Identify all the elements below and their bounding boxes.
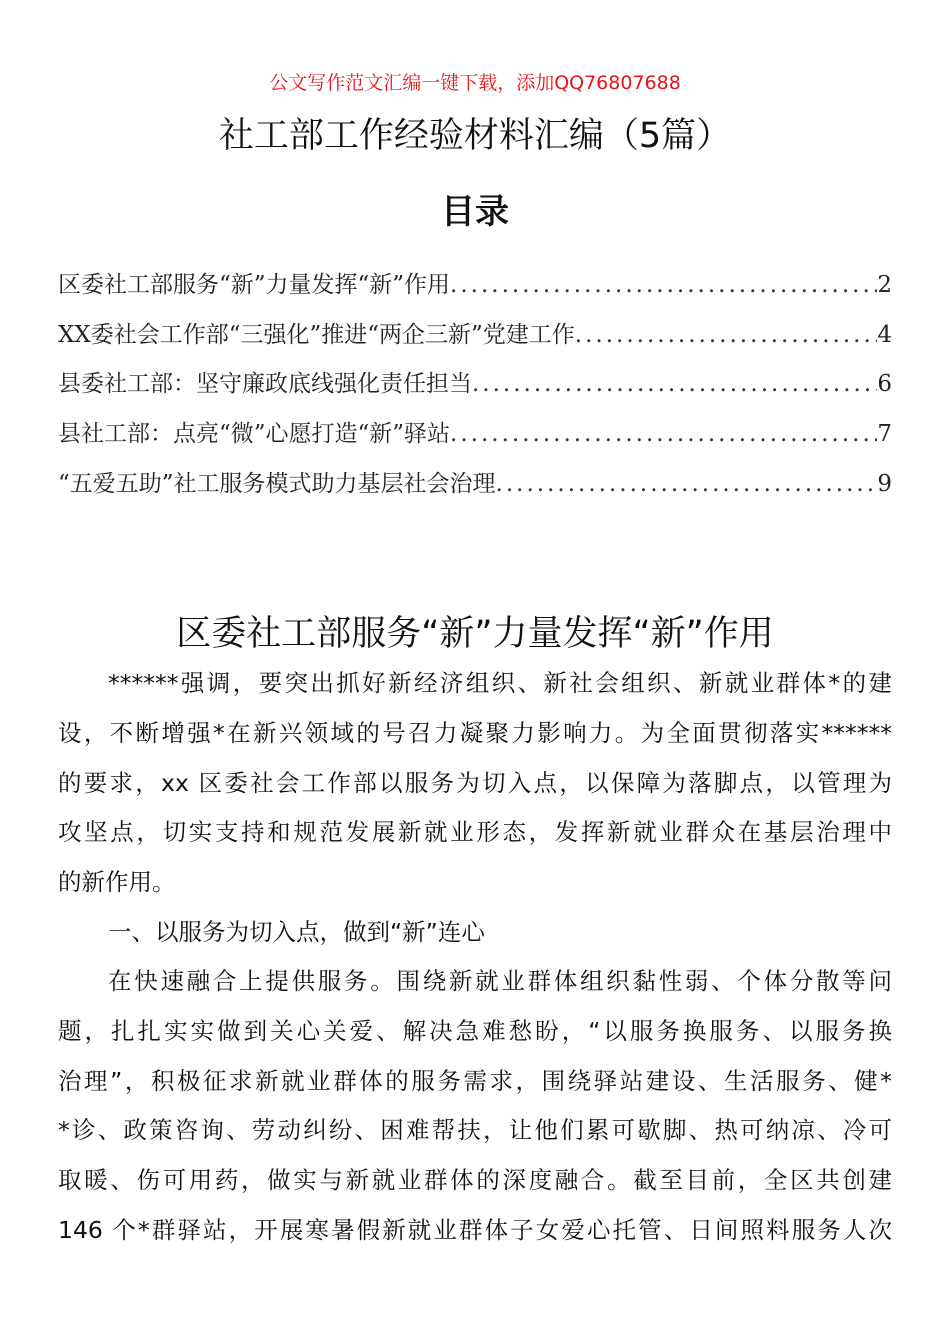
toc-entry[interactable] — [58, 415, 892, 448]
toc-entry-title: 县委社工部：坚守廉政底线强化责任担当 — [58, 371, 472, 397]
toc-page-number: 4 — [877, 322, 892, 348]
document-title: 社工部工作经验材料汇编（5篇） — [218, 116, 732, 156]
toc-heading: 目录 — [441, 192, 509, 232]
paragraph-line: 的要求，xx 区委社会工作部以服务为切入点，以保障为落脚点，以管理为 — [58, 769, 892, 797]
toc-entry[interactable] — [58, 316, 892, 349]
section-title: 区委社工部服务“新”力量发挥“新”作用 — [176, 614, 774, 654]
paragraph-line: 取暖、伤可用药，做实与新就业群体的深度融合。截至目前，全区共创建 — [58, 1166, 892, 1194]
toc-entry-title: 县社工部：点亮“微”心愿打造“新”驿站 — [58, 421, 451, 447]
toc-leader — [450, 272, 877, 298]
toc-page-number: 7 — [877, 421, 892, 447]
toc-page-number: 9 — [877, 471, 892, 497]
toc-page-number: 2 — [877, 272, 892, 298]
toc-leader — [496, 471, 878, 497]
toc-entry[interactable] — [58, 365, 892, 398]
toc-entry-title: 区委社工部服务“新”力量发挥“新”作用 — [58, 272, 451, 298]
toc-entry-title: “五爱五助”社工服务模式助力基层社会治理 — [58, 471, 496, 497]
toc-page-number: 6 — [877, 371, 892, 397]
paragraph-line: ******强调，要突出抓好新经济组织、新社会组织、新就业群体*的建 — [108, 669, 892, 697]
toc-entry[interactable] — [58, 266, 892, 299]
subheading: 一、以服务为切入点，做到“新”连心 — [108, 918, 485, 946]
paragraph-line: *诊、政策咨询、劳动纠纷、困难帮扶，让他们累可歇脚、热可纳凉、冷可 — [58, 1116, 892, 1144]
paragraph-line: 146 个*群驿站，开展寒暑假新就业群体子女爱心托管、日间照料服务人次 — [58, 1216, 892, 1244]
paragraph-line: 题，扎扎实实做到关心关爱、解决急难愁盼，“以服务换服务、以服务换 — [58, 1017, 892, 1045]
toc-entry-title: XX委社会工作部“三强化”推进“两企三新”党建工作 — [58, 322, 575, 348]
paragraph-line: 治理”，积极征求新就业群体的服务需求，围绕驿站建设、生活服务、健* — [58, 1067, 892, 1095]
toc-entry[interactable] — [58, 465, 892, 498]
paragraph-line: 设，不断增强*在新兴领域的号召力凝聚力影响力。为全面贯彻落实****** — [58, 719, 892, 747]
paragraph-line: 的新作用。 — [58, 868, 176, 896]
header-note: 公文写作范文汇编一键下载，添加QQ76807688 — [269, 72, 681, 94]
toc-leader — [575, 322, 878, 348]
toc-leader — [472, 371, 877, 397]
paragraph-line: 在快速融合上提供服务。围绕新就业群体组织黏性弱、个体分散等问 — [108, 967, 892, 995]
paragraph-line: 攻坚点，切实支持和规范发展新就业形态，发挥新就业群众在基层治理中 — [58, 818, 892, 846]
toc-leader — [450, 421, 877, 447]
